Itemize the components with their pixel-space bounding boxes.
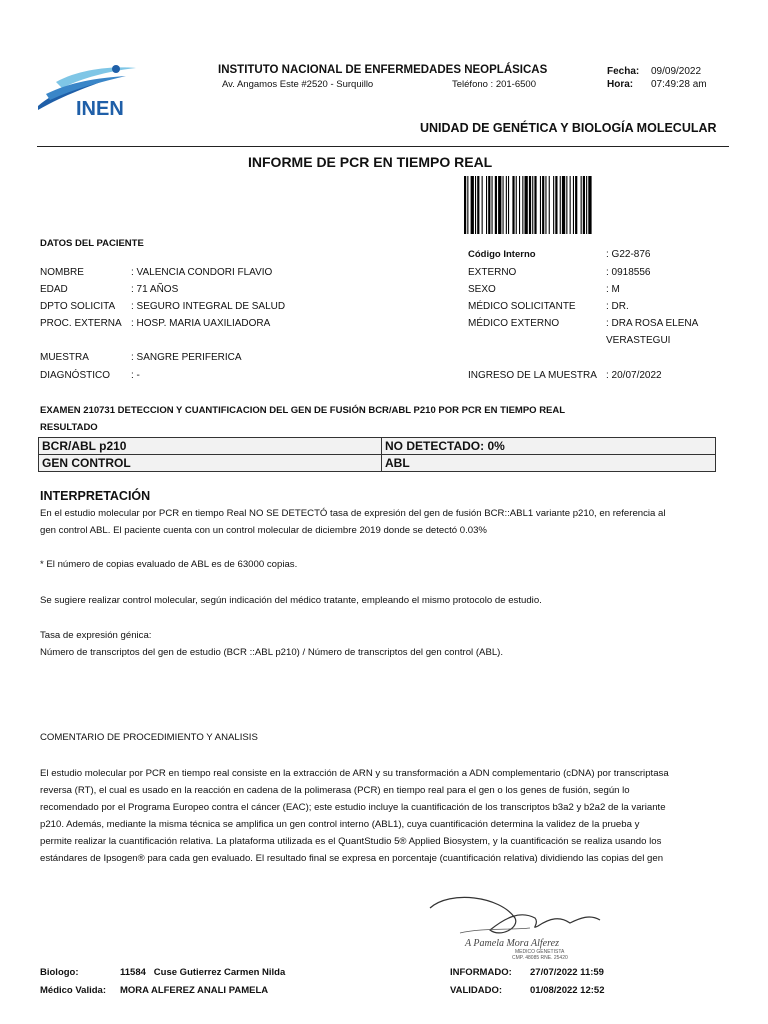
result-value: ABL [382, 455, 716, 472]
barcode-bar [471, 176, 474, 234]
logo-text: INEN [76, 98, 124, 120]
barcode-bar [560, 176, 561, 234]
proc-value: : HOSP. MARIA UAXILIADORA [131, 318, 271, 329]
barcode-bar [566, 176, 567, 234]
barcode-bar [506, 176, 507, 234]
logo-dot [112, 65, 120, 73]
barcode-bar [540, 176, 541, 234]
barcode-bar [583, 176, 585, 234]
codigo-value: : G22-876 [606, 249, 651, 260]
dpto-label: DPTO SOLICITA [40, 301, 116, 312]
procedure-line: p210. Además, mediante la misma técnica se amplifica un gen control interno (ABL1), cuya cuantificación determina la validez de la prueba y [40, 819, 640, 830]
informado-value: 27/07/2022 11:59 [530, 967, 604, 978]
ingreso-value: : 20/07/2022 [606, 370, 662, 381]
patient-section-title: DATOS DEL PACIENTE [40, 238, 144, 249]
barcode-bar [532, 176, 533, 234]
sexo-label: SEXO [468, 284, 496, 295]
barcode-bar [508, 176, 509, 234]
sexo-value: : M [606, 284, 620, 295]
barcode-bar [516, 176, 517, 234]
inen-logo [36, 60, 151, 120]
barcode-bar [464, 176, 466, 234]
results-table [38, 437, 716, 472]
barcode-bar [545, 176, 546, 234]
edad-value: : 71 AÑOS [131, 284, 179, 295]
barcode-bar [498, 176, 501, 234]
unit-name: UNIDAD DE GENÉTICA Y BIOLOGÍA MOLECULAR [420, 121, 717, 135]
signature-stamp2: CMP. 48085 RNE. 25420 [512, 955, 568, 960]
barcode-bar [467, 176, 468, 234]
hora-label: Hora: [607, 79, 634, 90]
barcode-bar [477, 176, 479, 234]
muestra-label: MUESTRA [40, 352, 89, 363]
barcode [464, 176, 712, 234]
barcode-bar [562, 176, 565, 234]
barcode-bar [553, 176, 554, 234]
barcode-bar [575, 176, 577, 234]
barcode-bar [581, 176, 582, 234]
header-divider [37, 146, 729, 147]
institute-address: Av. Angamos Este #2520 - Surquillo [222, 79, 374, 90]
report-title: INFORME DE PCR EN TIEMPO REAL [248, 154, 493, 170]
biologo-value: 11584 Cuse Gutierrez Carmen Nilda [120, 967, 286, 978]
interpretation-p2: * El número de copias evaluado de ABL es de 63000 copias. [40, 559, 298, 570]
barcode-bar [488, 176, 490, 234]
validado-value: 01/08/2022 12:52 [530, 985, 605, 996]
barcode-bar [512, 176, 514, 234]
table-row [39, 438, 716, 455]
barcode-bar [549, 176, 550, 234]
proc-label: PROC. EXTERNA [40, 318, 122, 329]
interpretation-p1a: En el estudio molecular por PCR en tiempo Real NO SE DETECTÓ tasa de expresión del gen de fusión BCR::ABL1 variante p210, en referencia al [40, 508, 666, 519]
institute-phone: Teléfono : 201-6500 [452, 79, 536, 90]
medico-externo-value-cont: VERASTEGUI [606, 335, 671, 346]
medico-solicitante-label: MÉDICO SOLICITANTE [468, 301, 576, 312]
logo-wave-light [56, 67, 136, 88]
barcode-bar [522, 176, 523, 234]
barcode-bar [486, 176, 487, 234]
barcode-bar [519, 176, 520, 234]
biologo-label: Biologo: [40, 967, 79, 978]
result-name: GEN CONTROL [39, 455, 382, 472]
barcode-bar [588, 176, 591, 234]
fecha-label: Fecha: [607, 66, 640, 77]
fecha-value: 09/09/2022 [651, 66, 702, 77]
procedure-heading: COMENTARIO DE PROCEDIMIENTO Y ANALISIS [40, 732, 258, 743]
barcode-bar [492, 176, 493, 234]
validado-label: VALIDADO: [450, 985, 503, 996]
externo-label: EXTERNO [468, 267, 517, 278]
logo-wave-mid [46, 76, 126, 100]
externo-value: : 0918556 [606, 267, 651, 278]
edad-label: EDAD [40, 284, 68, 295]
dpto-value: : SEGURO INTEGRAL DE SALUD [131, 301, 286, 312]
nombre-label: NOMBRE [40, 267, 84, 278]
signature-name: A Pamela Mora Alferez [465, 938, 559, 949]
barcode-bar [534, 176, 536, 234]
medico-externo-value: : DRA ROSA ELENA [606, 318, 699, 329]
interpretation-p3: Se sugiere realizar control molecular, según indicación del médico tratante, empleando el mismo protocolo de estudio. [40, 595, 542, 606]
medico-valida-value: MORA ALFEREZ ANALI PAMELA [120, 985, 269, 996]
nombre-value: : VALENCIA CONDORI FLAVIO [131, 267, 273, 278]
barcode-bar [475, 176, 476, 234]
barcode-bar [586, 176, 587, 234]
procedure-line: recomendado por el Programa Europeo contra el cáncer (EAC); este estudio incluye la cuantificación de los transcriptos b3a2 y b2a2 de la variante [40, 802, 666, 813]
barcode-bar [573, 176, 574, 234]
interpretation-p4b: Número de transcriptos del gen de estudio (BCR ::ABL p210) / Número de transcriptos del gen control (ABL). [40, 647, 504, 658]
result-value: NO DETECTADO: 0% [382, 438, 716, 455]
institute-name: INSTITUTO NACIONAL DE ENFERMEDADES NEOPLÁSICAS [218, 64, 548, 76]
barcode-bar [503, 176, 504, 234]
procedure-line: permite realizar la cuantificación relativa. La plataforma utilizada es el QuantStudio 5® Applied Biosystem, y la cuantificación se realiza usando los [40, 836, 662, 847]
medico-solicitante-value: : DR. [606, 301, 629, 312]
interpretation-p4a: Tasa de expresión génica: [40, 630, 152, 641]
barcode-bar [525, 176, 528, 234]
exam-title: EXAMEN 210731 DETECCION Y CUANTIFICACION DEL GEN DE FUSIÓN BCR/ABL P210 POR PCR EN TIEMPO REAL [40, 405, 566, 416]
barcode-bar [529, 176, 531, 234]
resultado-label: RESULTADO [40, 422, 98, 433]
medico-externo-label: MÉDICO EXTERNO [468, 318, 560, 329]
barcode-bar [482, 176, 483, 234]
diagnostico-label: DIAGNÓSTICO [40, 370, 111, 381]
table-row [39, 455, 716, 472]
ingreso-label: INGRESO DE LA MUESTRA [468, 370, 597, 381]
procedure-line: reversa (RT), el cual es usado en la reacción en cadena de la polimerasa (PCR) en tiempo real para el gen o los genes de fusión, según lo [40, 785, 630, 796]
signature [420, 888, 610, 960]
procedure-line: El estudio molecular por PCR en tiempo real consiste en la extracción de ARN y su transformación a ADN complementario (cDNA) por transcriptasa [40, 768, 669, 779]
procedure-line: estándares de Ipsogen® para cada gen evaluado. El resultado final se expresa en porcentaje (cuantificación relativa) dividiendo las copias del gen [40, 853, 664, 864]
barcode-bar [570, 176, 571, 234]
barcode-bar [542, 176, 544, 234]
signature-stamp1: MEDICO GENETISTA [515, 949, 565, 955]
hora-value: 07:49:28 am [651, 79, 707, 90]
result-name: BCR/ABL p210 [39, 438, 382, 455]
muestra-value: : SANGRE PERIFERICA [131, 352, 242, 363]
codigo-label: Código Interno [468, 249, 536, 260]
interpretation-p1b: gen control ABL. El paciente cuenta con un control molecular de diciembre 2019 donde se detectó 0.03% [40, 525, 487, 536]
interpretation-heading: INTERPRETACIÓN [40, 489, 151, 503]
barcode-bar [495, 176, 497, 234]
barcode-bar [555, 176, 557, 234]
informado-label: INFORMADO: [450, 967, 512, 978]
medico-valida-label: Médico Valida: [40, 985, 106, 996]
diagnostico-value: : - [131, 370, 140, 381]
